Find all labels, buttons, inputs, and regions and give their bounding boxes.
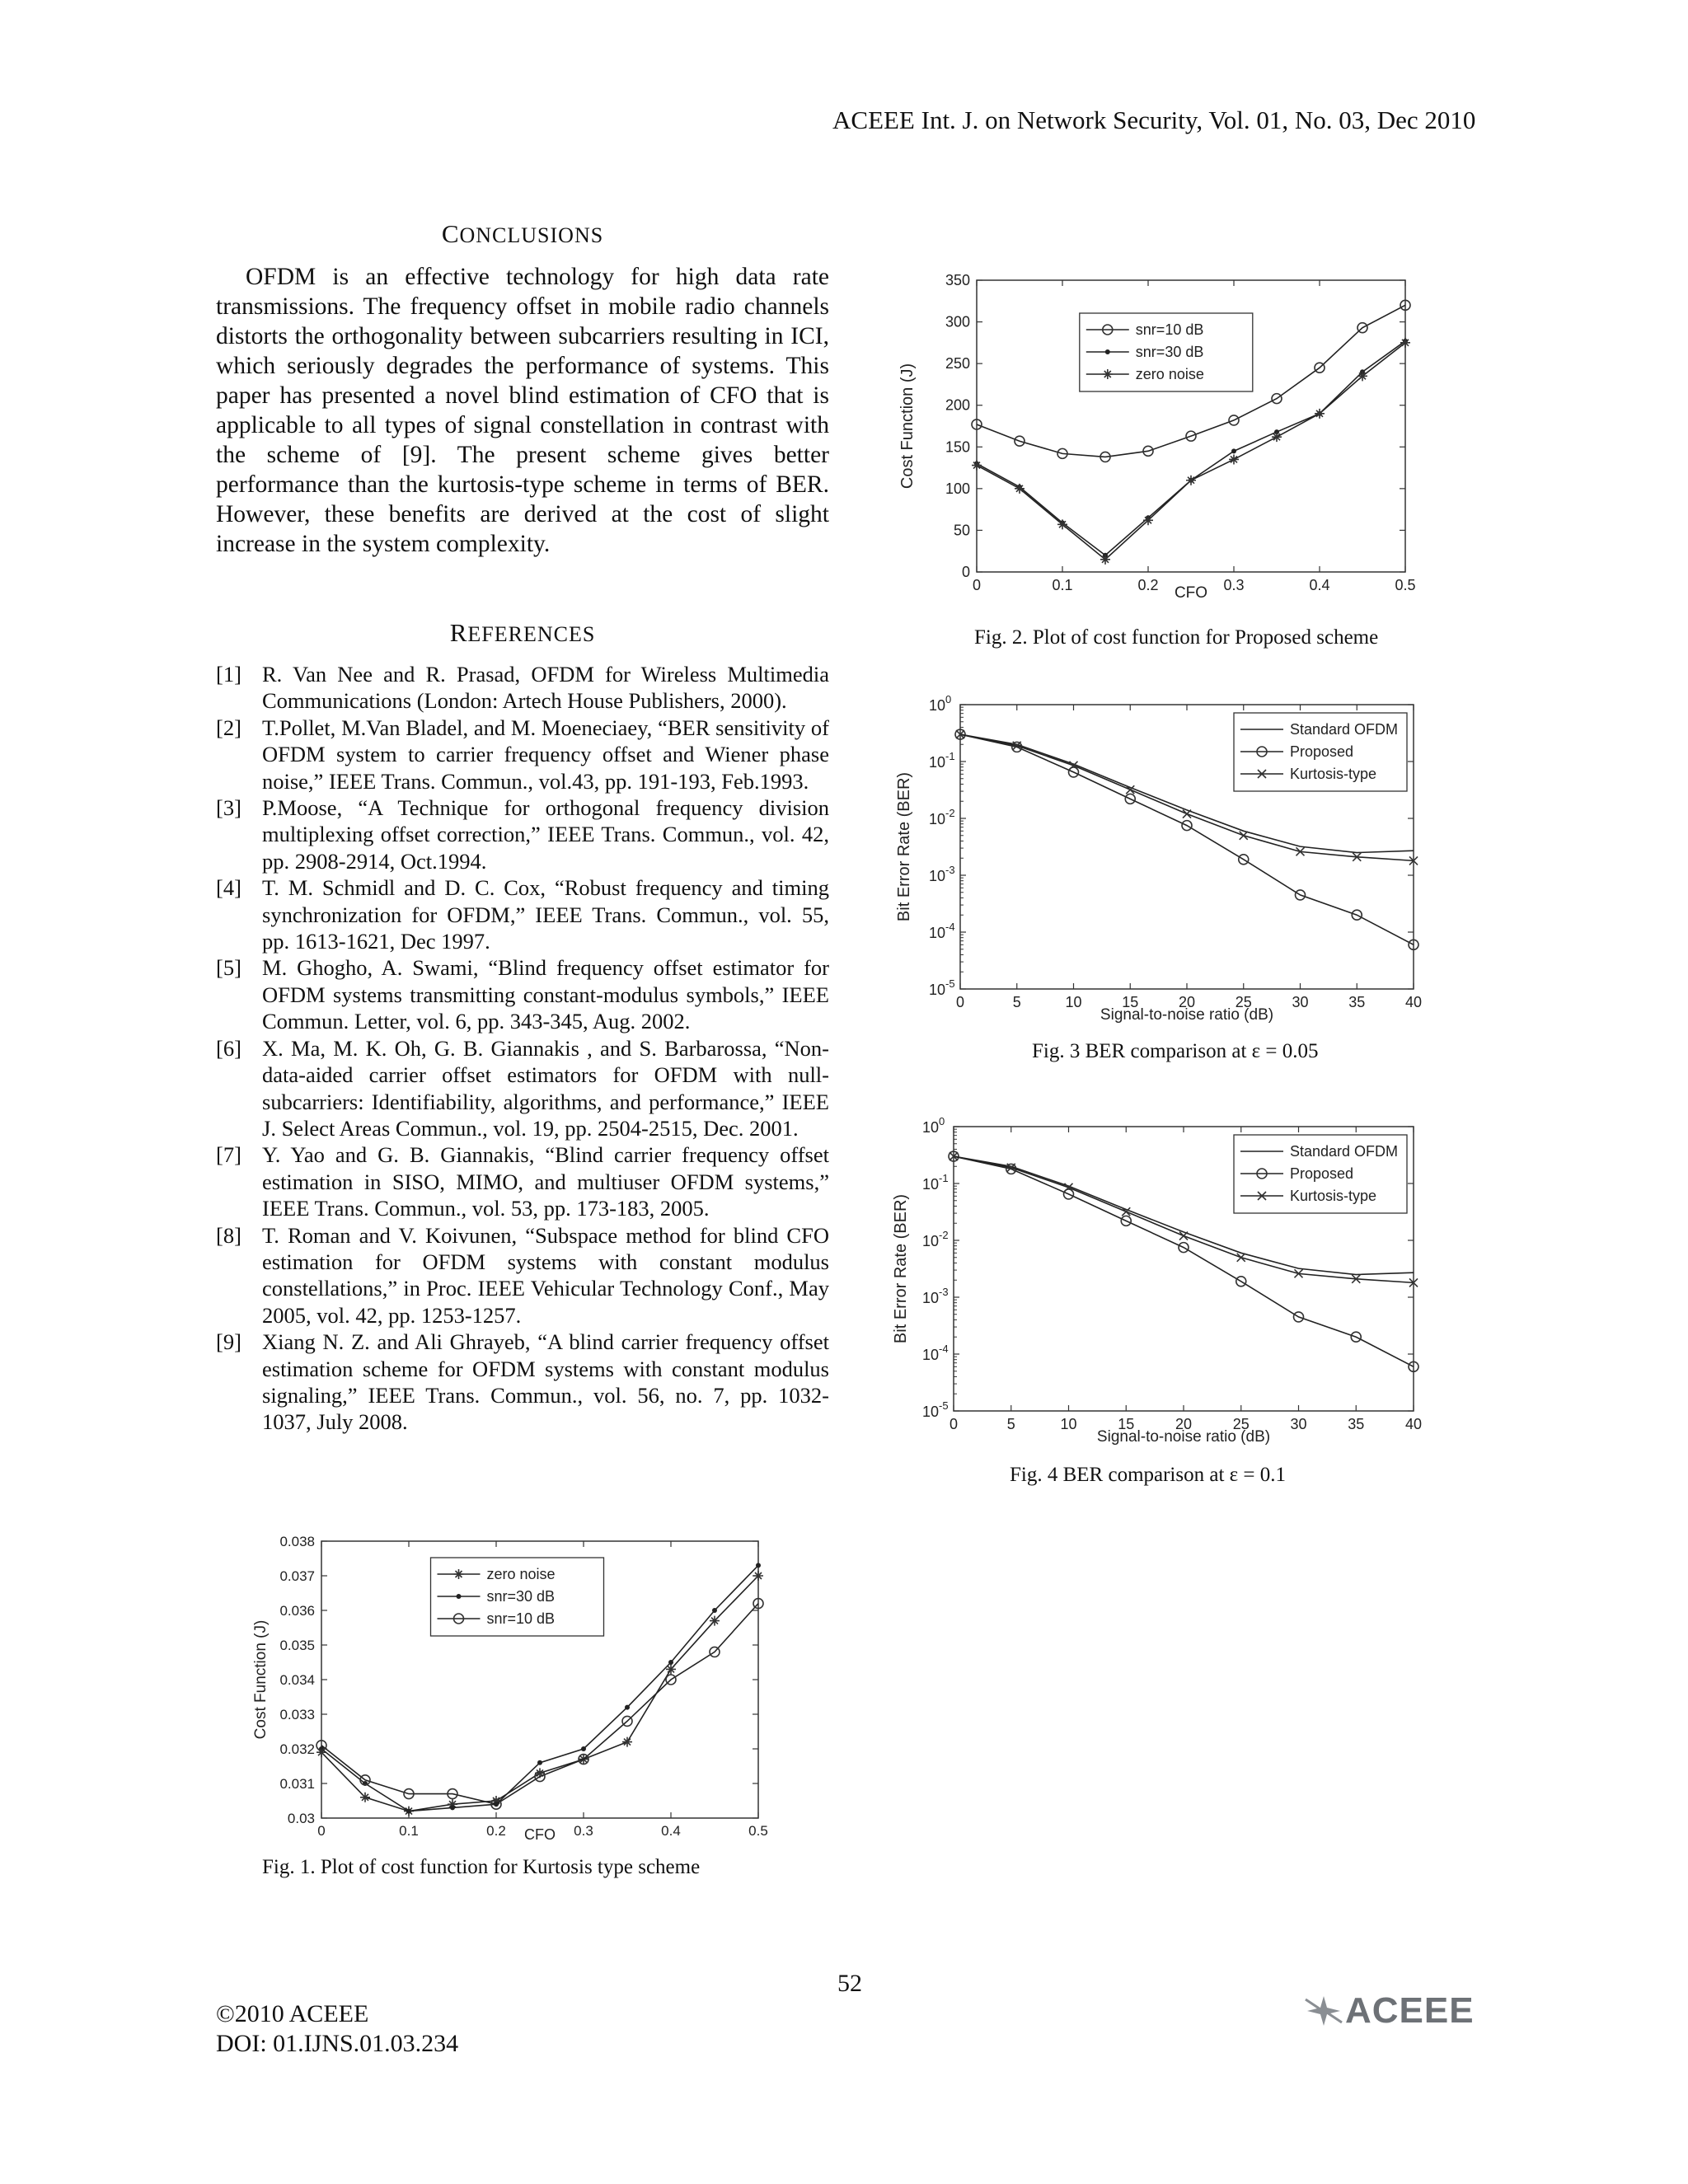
reference-item — [216, 661, 829, 715]
page-number: 52 — [837, 1970, 862, 1997]
data-point — [625, 1705, 630, 1710]
reference-number: [2] — [216, 715, 241, 740]
y-tick-label: 0.03 — [287, 1811, 315, 1826]
y-tick-label: $10^{-2}$ — [922, 1229, 949, 1249]
reference-item — [216, 1222, 829, 1329]
y-tick-label: $10^{-4}$ — [922, 1343, 949, 1363]
y-tick-label: 0 — [961, 564, 970, 580]
legend-label: snr=10 dB — [486, 1610, 556, 1627]
x-tick-label: 0.3 — [574, 1823, 593, 1839]
y-tick-label: $10^{-3}$ — [929, 864, 955, 884]
reference-text: T. Roman and V. Koivunen, “Subspace method for blind CFO estimation for OFDM systems with constant modulus constellations,” in Proc. IEEE Vehicular Technology Conf., May 2005, vol. 42, pp. 1253-1257. — [262, 1222, 829, 1328]
x-tick-label: 0.4 — [1309, 577, 1330, 593]
reference-number: [4] — [216, 875, 241, 901]
legend-label: Proposed — [1290, 743, 1354, 760]
y-tick-label: 0.034 — [279, 1672, 315, 1688]
conclusions-body: OFDM is an effective technology for high data rate transmissions. The frequency offset in mobile radio channels distorts the orthogonality between subcarriers resulting in ICI, which seriously degrades the performance of systems. This paper has presented a novel blind estimation of CFO that is applicable to all types of signal constellation in contrast with the scheme of [9]. The present scheme gives better performance than the kurtosis-type scheme in terms of BER. However, these benefits are derived at the cost of slight increase in the system complexity. — [216, 264, 829, 557]
legend-marker — [457, 1594, 462, 1599]
footer-doi: DOI: 01.IJNS.01.03.234 — [216, 2030, 459, 2057]
y-tick-label: 50 — [953, 522, 970, 539]
x-tick-label: 10 — [1065, 994, 1082, 1010]
reference-number: [9] — [216, 1329, 241, 1355]
x-axis-label: CFO — [1174, 584, 1208, 602]
legend-label: Kurtosis-type — [1290, 766, 1377, 782]
reference-number: [1] — [216, 662, 241, 687]
x-tick-label: 0.1 — [399, 1823, 419, 1839]
x-tick-label: 0 — [949, 1416, 959, 1432]
y-tick-label: $10^{-5}$ — [922, 1399, 949, 1420]
x-tick-label: 20 — [1175, 1416, 1193, 1432]
fig1-cost-function-chart — [247, 1516, 783, 1846]
reference-text: R. Van Nee and R. Prasad, OFDM for Wireless Multimedia Communications (London: Artech House Publishers, 2000). — [262, 662, 829, 714]
x-tick-label: 5 — [1012, 994, 1021, 1010]
data-point — [712, 1608, 717, 1613]
x-tick-label: 40 — [1404, 1416, 1423, 1432]
y-tick-label: $10^{-3}$ — [922, 1286, 949, 1306]
fig4-ber-chart — [894, 1108, 1430, 1455]
fig1-caption: Fig. 1. Plot of cost function for Kurtosis type scheme — [262, 1856, 701, 1878]
legend-marker — [1105, 349, 1110, 354]
data-point — [581, 1746, 586, 1751]
y-tick-label: 0.037 — [279, 1568, 315, 1584]
data-point — [406, 1809, 411, 1814]
y-tick-label: 350 — [945, 272, 970, 288]
fig2-cost-function-chart — [894, 264, 1430, 614]
legend-label: Standard OFDM — [1290, 721, 1399, 738]
reference-number: [5] — [216, 955, 241, 981]
x-tick-label: 25 — [1232, 1416, 1250, 1432]
x-tick-label: 30 — [1290, 1416, 1307, 1432]
reference-text: Xiang N. Z. and Ali Ghrayeb, “A blind carrier frequency offset estimation scheme for OFDM systems with constant modulus signaling,” IEEE Trans. Commun., vol. 56, no. 7, pp. 1032-1037, July 2008. — [262, 1329, 829, 1435]
x-tick-label: 0.2 — [486, 1823, 506, 1839]
y-tick-label: 200 — [945, 396, 970, 414]
reference-text: T. M. Schmidl and D. C. Cox, “Robust frequency and timing synchronization for OFDM,” IEEE Trans. Commun., vol. 55, pp. 1613-1621, Dec 1997. — [262, 875, 829, 954]
x-tick-label: 0.5 — [748, 1823, 768, 1839]
y-axis-label: Cost Function (J) — [898, 363, 917, 490]
aceee-logo-icon — [1302, 1993, 1345, 2029]
x-tick-label: 0.1 — [1052, 577, 1073, 593]
y-tick-label: 0.038 — [279, 1534, 315, 1549]
reference-number: [7] — [216, 1142, 241, 1168]
legend — [1234, 1135, 1407, 1213]
x-tick-label: 0.5 — [1395, 577, 1416, 593]
y-axis-label: Cost Function (J) — [252, 1619, 270, 1740]
data-point — [537, 1760, 542, 1765]
reference-text: Y. Yao and G. B. Giannakis, “Blind carrier frequency offset estimation in SISO, MIMO, and multiuser OFDM systems,” IEEE Trans. Commun., vol. 53, pp. 173-183, 2005. — [262, 1142, 829, 1221]
x-tick-label: 15 — [1118, 1416, 1135, 1432]
reference-item — [216, 794, 829, 874]
y-tick-label: $10^0$ — [922, 1115, 945, 1136]
data-point — [668, 1660, 673, 1665]
reference-number: [8] — [216, 1222, 241, 1248]
legend — [1080, 313, 1253, 391]
y-tick-label: $10^{-5}$ — [929, 977, 955, 998]
footer-copyright: ©2010 ACEEE — [216, 2000, 369, 2027]
data-point — [756, 1563, 761, 1568]
y-tick-label: $10^{-1}$ — [929, 750, 955, 771]
x-tick-label: 0 — [972, 577, 982, 593]
y-tick-label: 250 — [945, 355, 970, 373]
y-tick-label: 300 — [945, 313, 970, 330]
fig2-caption: Fig. 2. Plot of cost function for Proposed scheme — [974, 626, 1379, 649]
y-tick-label: $10^{-1}$ — [922, 1172, 949, 1193]
reference-text: X. Ma, M. K. Oh, G. B. Giannakis , and S. Barbarossa, “Non-data-aided carrier offset estimators for OFDM with null-subcarriers: Identifiability, algorithms, and performance,” IEEE J. Select Areas Commun., vol. 19, pp. 2504-2515, Dec. 2001. — [262, 1035, 829, 1141]
fig4-caption: Fig. 4 BER comparison at ε = 0.1 — [1010, 1464, 1286, 1486]
fig3-caption: Fig. 3 BER comparison at ε = 0.05 — [1032, 1040, 1319, 1062]
legend-label: snr=30 dB — [1135, 344, 1204, 360]
legend-label: Proposed — [1290, 1165, 1354, 1182]
x-tick-label: 0 — [317, 1823, 326, 1839]
x-tick-label: 0.4 — [661, 1823, 681, 1839]
y-tick-label: $10^{-2}$ — [929, 807, 955, 827]
reference-number: [3] — [216, 795, 241, 821]
y-tick-label: 0.033 — [279, 1707, 315, 1722]
legend-label: Kurtosis-type — [1290, 1188, 1377, 1204]
x-tick-label: 0.2 — [1137, 577, 1159, 593]
x-tick-label: 35 — [1348, 1416, 1365, 1432]
legend — [1234, 713, 1407, 791]
y-tick-label: 0.031 — [279, 1776, 315, 1792]
x-tick-label: 0 — [955, 994, 965, 1010]
reference-item — [216, 1141, 829, 1221]
reference-text: M. Ghogho, A. Swami, “Blind frequency offset estimator for OFDM systems transmitting constant-modulus symbols,” IEEE Commun. Letter, vol. 6, pp. 343-345, Aug. 2002. — [262, 955, 829, 1034]
x-tick-label: 0.3 — [1223, 577, 1245, 593]
reference-item — [216, 1035, 829, 1142]
conclusions-heading: CONCLUSIONS — [441, 219, 604, 248]
y-tick-label: $10^0$ — [929, 693, 952, 714]
data-point — [1231, 448, 1236, 453]
x-tick-label: 35 — [1348, 994, 1366, 1010]
legend — [431, 1558, 604, 1636]
y-tick-label: $10^{-4}$ — [929, 921, 955, 941]
y-axis-label: Bit Error Rate (BER) — [892, 1193, 910, 1344]
x-axis-label: Signal-to-noise ratio (dB) — [1100, 1006, 1274, 1024]
y-tick-label: 100 — [945, 480, 970, 497]
x-tick-label: 15 — [1122, 994, 1139, 1010]
journal-header: ACEEE Int. J. on Network Security, Vol. 01, No. 03, Dec 2010 — [832, 105, 1476, 134]
x-axis-label: CFO — [524, 1826, 556, 1843]
legend-label: Standard OFDM — [1290, 1143, 1399, 1160]
reference-item — [216, 715, 829, 794]
x-tick-label: 20 — [1178, 994, 1196, 1010]
reference-number: [6] — [216, 1035, 241, 1061]
x-tick-label: 5 — [1006, 1416, 1015, 1432]
references-heading: REFERENCES — [449, 618, 596, 647]
fig3-ber-chart — [894, 688, 1430, 1034]
x-axis-label: Signal-to-noise ratio (dB) — [1096, 1428, 1271, 1446]
y-tick-label: 150 — [945, 438, 970, 456]
reference-item — [216, 874, 829, 954]
y-axis-label: Bit Error Rate (BER) — [895, 771, 913, 922]
y-tick-label: 0.032 — [279, 1741, 315, 1757]
reference-item — [216, 1329, 829, 1436]
x-tick-label: 40 — [1404, 994, 1423, 1010]
aceee-logo: ACEEE — [1302, 1990, 1475, 2032]
reference-text: T.Pollet, M.Van Bladel, and M. Moeneciaey, “BER sensitivity of OFDM system to carrier frequency offset and Wiener phase noise,” IEEE Trans. Commun., vol.43, pp. 191-193, Feb.1993. — [262, 715, 829, 794]
data-point — [450, 1805, 455, 1810]
references-list — [216, 661, 829, 1436]
x-tick-label: 25 — [1235, 994, 1252, 1010]
legend-label: snr=10 dB — [1135, 321, 1204, 338]
legend-label: zero noise — [1135, 366, 1204, 382]
x-tick-label: 10 — [1060, 1416, 1077, 1432]
y-tick-label: 0.036 — [279, 1603, 315, 1619]
legend-label: snr=30 dB — [486, 1588, 556, 1605]
reference-item — [216, 954, 829, 1034]
y-tick-label: 0.035 — [279, 1638, 315, 1653]
reference-text: P.Moose, “A Technique for orthogonal frequency division multiplexing offset correction,” IEEE Trans. Commun., vol. 42, pp. 2908-2914, Oct.1994. — [262, 795, 829, 874]
legend-label: zero noise — [486, 1566, 556, 1582]
x-tick-label: 30 — [1292, 994, 1309, 1010]
